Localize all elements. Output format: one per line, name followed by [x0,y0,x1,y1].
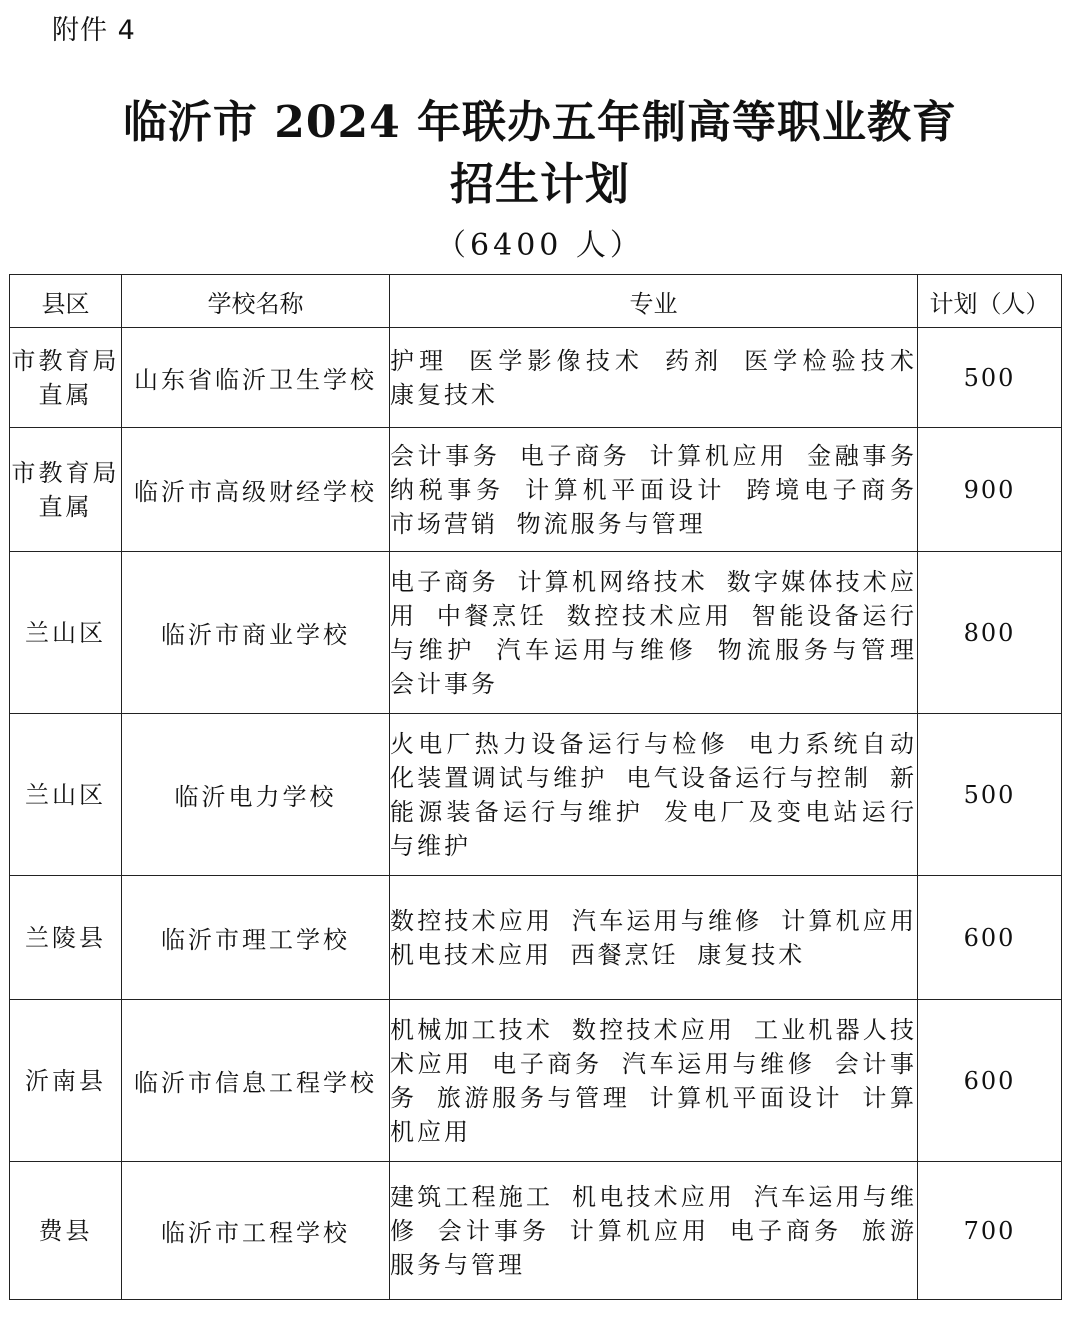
enrollment-plan-table [9,274,1062,1300]
table-row [10,552,1062,714]
column-header-plan: 计划（人） [918,275,1062,328]
school-cell: 临沂市理工学校 [122,876,390,1000]
school-cell: 临沂电力学校 [122,714,390,876]
table-row [10,1000,1062,1162]
table-header-row [10,275,1062,328]
table-row [10,714,1062,876]
school-cell: 临沂市工程学校 [122,1162,390,1300]
plan-cell: 700 [918,1162,1062,1300]
school-cell: 临沂市信息工程学校 [122,1000,390,1162]
county-cell: 费县 [10,1162,122,1300]
county-cell: 兰山区 [10,714,122,876]
column-header-county: 县区 [10,275,122,328]
school-cell: 临沂市商业学校 [122,552,390,714]
table-row [10,328,1062,428]
school-cell: 山东省临沂卫生学校 [122,328,390,428]
plan-cell: 500 [918,714,1062,876]
majors-cell: 会计事务 电子商务 计算机应用 金融事务 纳税事务 计算机平面设计 跨境电子商务 市场营销 物流服务与管理 [390,428,918,552]
county-cell: 兰陵县 [10,876,122,1000]
column-header-school: 学校名称 [122,275,390,328]
majors-cell: 建筑工程施工 机电技术应用 汽车运用与维修 会计事务 计算机应用 电子商务 旅游服务与管理 [390,1162,918,1300]
county-cell: 兰山区 [10,552,122,714]
majors-cell: 机械加工技术 数控技术应用 工业机器人技术应用 电子商务 汽车运用与维修 会计事务 旅游服务与管理 计算机平面设计 计算机应用 [390,1000,918,1162]
plan-cell: 900 [918,428,1062,552]
county-cell: 市教育局直属 [10,428,122,552]
plan-cell: 600 [918,1000,1062,1162]
table-row [10,1162,1062,1300]
table-row [10,876,1062,1000]
total-enrollment: （6400 人） [436,228,644,263]
majors-cell: 护理 医学影像技术 药剂 医学检验技术 康复技术 [390,328,918,428]
document-title: 临沂市 2024 年联办五年制高等职业教育 [122,97,958,148]
plan-cell: 800 [918,552,1062,714]
attachment-label: 附件 4 [52,15,136,46]
table-row [10,428,1062,552]
majors-cell: 火电厂热力设备运行与检修 电力系统自动化装置调试与维护 电气设备运行与控制 新能源装备运行与维护 发电厂及变电站运行与维护 [390,714,918,876]
school-cell: 临沂市高级财经学校 [122,428,390,552]
majors-cell: 电子商务 计算机网络技术 数字媒体技术应用 中餐烹饪 数控技术应用 智能设备运行与维护 汽车运用与维修 物流服务与管理 会计事务 [390,552,918,714]
majors-cell: 数控技术应用 汽车运用与维修 计算机应用 机电技术应用 西餐烹饪 康复技术 [390,876,918,1000]
county-cell: 市教育局直属 [10,328,122,428]
plan-cell: 600 [918,876,1062,1000]
column-header-majors: 专业 [390,275,918,328]
county-cell: 沂南县 [10,1000,122,1162]
plan-cell: 500 [918,328,1062,428]
document-subtitle: 招生计划 [450,159,630,210]
